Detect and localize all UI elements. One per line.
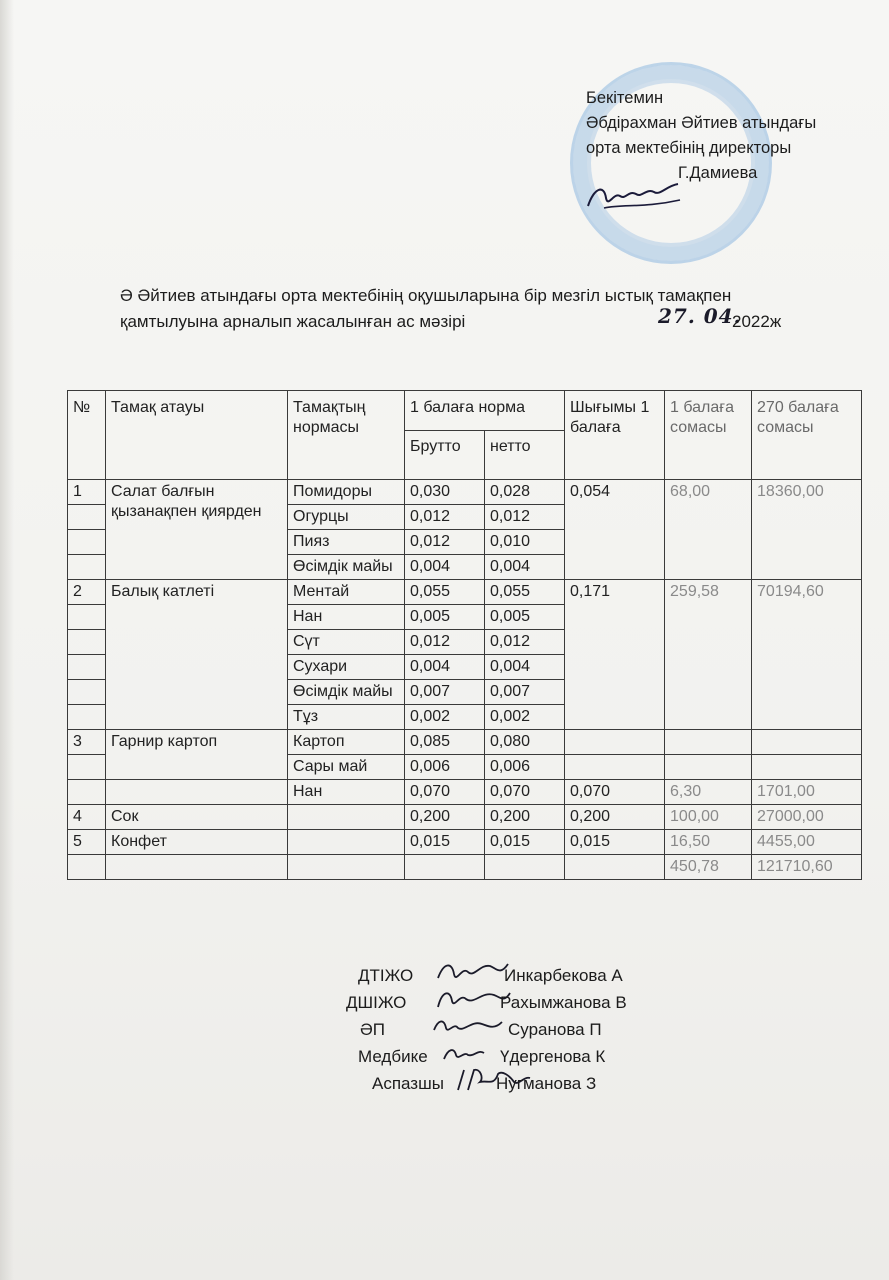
approval-position-line: орта мектебінің директоры	[586, 139, 792, 157]
cell-dish: Балық катлеті	[106, 580, 288, 730]
cell-netto: 0,015	[485, 830, 565, 855]
cell-ingredient: Сүт	[288, 630, 405, 655]
cell-netto	[485, 855, 565, 880]
cell-sum-one	[665, 755, 752, 780]
director-signature	[584, 178, 684, 218]
cell-number: 4	[68, 805, 106, 830]
cell-number	[68, 780, 106, 805]
cell-yield: 0,070	[565, 780, 665, 805]
menu-table	[67, 390, 862, 880]
cell-sum-270: 70194,60	[752, 580, 862, 730]
cell-sum-270: 4455,00	[752, 830, 862, 855]
table-row	[68, 805, 862, 830]
cell-sum-one: 68,00	[665, 480, 752, 580]
handwritten-date: 27. 04.	[658, 304, 742, 328]
header-netto: нетто	[485, 431, 565, 480]
cell-ingredient: Нан	[288, 605, 405, 630]
cell-number	[68, 855, 106, 880]
header-yield: Шығымы 1 балаға	[565, 391, 665, 480]
cell-number	[68, 555, 106, 580]
cell-dish: Салат балғын қызанақпен қиярден	[106, 480, 288, 580]
cell-yield	[565, 855, 665, 880]
cell-number	[68, 630, 106, 655]
menu-year: 2022ж	[732, 312, 782, 331]
cell-ingredient: Нан	[288, 780, 405, 805]
cell-brutto: 0,200	[405, 805, 485, 830]
cell-ingredient: Тұз	[288, 705, 405, 730]
signature-block	[300, 962, 720, 1097]
cell-yield: 0,015	[565, 830, 665, 855]
cell-number	[68, 530, 106, 555]
cell-ingredient: Сары май	[288, 755, 405, 780]
approval-school-line: Әбдірахман Әйтиев атындағы	[586, 114, 817, 132]
header-brutto: Брутто	[405, 431, 485, 480]
cell-ingredient	[288, 855, 405, 880]
cell-brutto: 0,012	[405, 505, 485, 530]
cell-netto: 0,080	[485, 730, 565, 755]
signature-name: Рахымжанова В	[500, 993, 627, 1012]
cell-sum-one: 6,30	[665, 780, 752, 805]
cell-sum-270	[752, 730, 862, 755]
cell-netto: 0,002	[485, 705, 565, 730]
cell-netto: 0,004	[485, 555, 565, 580]
approval-heading: Бекітемин	[586, 89, 664, 107]
cell-brutto: 0,055	[405, 580, 485, 605]
table-row	[68, 730, 862, 755]
cell-netto: 0,070	[485, 780, 565, 805]
cell-number: 3	[68, 730, 106, 755]
cell-sum-270: 121710,60	[752, 855, 862, 880]
cell-ingredient	[288, 805, 405, 830]
cell-brutto: 0,004	[405, 555, 485, 580]
cell-number	[68, 755, 106, 780]
cell-sum-270: 18360,00	[752, 480, 862, 580]
cell-sum-one: 100,00	[665, 805, 752, 830]
cell-ingredient: Пияз	[288, 530, 405, 555]
signature-line	[300, 1070, 720, 1097]
table-row	[68, 855, 862, 880]
table-header-row	[68, 391, 862, 431]
cell-netto: 0,010	[485, 530, 565, 555]
cell-brutto: 0,012	[405, 630, 485, 655]
header-per-child: 1 балаға норма	[405, 391, 565, 431]
cell-number: 5	[68, 830, 106, 855]
cell-netto: 0,005	[485, 605, 565, 630]
cell-yield: 0,054	[565, 480, 665, 580]
table-body	[68, 480, 862, 880]
header-dish: Тамақ атауы	[106, 391, 288, 480]
table-row	[68, 480, 862, 505]
signature-line	[300, 989, 720, 1016]
cell-sum-one: 259,58	[665, 580, 752, 730]
cell-netto: 0,004	[485, 655, 565, 680]
header-sum-270: 270 балаға сомасы	[752, 391, 862, 480]
cell-sum-270: 27000,00	[752, 805, 862, 830]
cell-brutto: 0,015	[405, 830, 485, 855]
header-norm: Тамақтың нормасы	[288, 391, 405, 480]
menu-title	[120, 283, 860, 335]
handwritten-signature	[430, 1012, 510, 1040]
cell-number	[68, 705, 106, 730]
table-row	[68, 780, 862, 805]
cell-ingredient	[288, 830, 405, 855]
director-name: Г.Дамиева	[678, 164, 758, 182]
cell-brutto: 0,007	[405, 680, 485, 705]
signature-name: Үдергенова К	[500, 1047, 606, 1066]
cell-brutto: 0,085	[405, 730, 485, 755]
cell-number	[68, 505, 106, 530]
cell-netto: 0,012	[485, 630, 565, 655]
cell-ingredient: Ментай	[288, 580, 405, 605]
cell-yield	[565, 730, 665, 755]
cell-ingredient: Картоп	[288, 730, 405, 755]
menu-title-line1: Ә Әйтиев атындағы орта мектебінің оқушыларына бір мезгіл ыстық тамақпен	[120, 286, 732, 305]
cell-dish: Гарнир картоп	[106, 730, 288, 780]
approval-block	[586, 86, 876, 186]
cell-brutto	[405, 855, 485, 880]
cell-netto: 0,012	[485, 505, 565, 530]
cell-netto: 0,028	[485, 480, 565, 505]
cell-number: 2	[68, 580, 106, 605]
signature-name: Нугманова З	[496, 1074, 597, 1093]
cell-ingredient: Помидоры	[288, 480, 405, 505]
cell-sum-one	[665, 730, 752, 755]
page-edge-shadow	[0, 0, 14, 1280]
cell-ingredient: Огурцы	[288, 505, 405, 530]
cell-number: 1	[68, 480, 106, 505]
cell-brutto: 0,030	[405, 480, 485, 505]
cell-netto: 0,007	[485, 680, 565, 705]
cell-sum-270	[752, 755, 862, 780]
signature-role: ӘП	[360, 1020, 386, 1039]
cell-brutto: 0,004	[405, 655, 485, 680]
cell-brutto: 0,005	[405, 605, 485, 630]
cell-brutto: 0,070	[405, 780, 485, 805]
signature-role: Аспазшы	[372, 1074, 444, 1093]
cell-netto: 0,055	[485, 580, 565, 605]
menu-title-line2-wrap	[120, 304, 860, 335]
signature-name: Инкарбекова А	[504, 966, 623, 985]
cell-ingredient: Сухари	[288, 655, 405, 680]
signature-role: ДШІЖО	[346, 993, 407, 1012]
cell-number	[68, 605, 106, 630]
cell-brutto: 0,012	[405, 530, 485, 555]
cell-dish: Конфет	[106, 830, 288, 855]
header-sum-one: 1 балаға сомасы	[665, 391, 752, 480]
cell-sum-270: 1701,00	[752, 780, 862, 805]
header-number: №	[68, 391, 106, 480]
signature-role: ДТІЖО	[358, 966, 414, 985]
cell-brutto: 0,002	[405, 705, 485, 730]
cell-brutto: 0,006	[405, 755, 485, 780]
cell-dish	[106, 780, 288, 805]
menu-title-line2: қамтылуына арналып жасалынған ас мәзірі	[120, 312, 466, 331]
cell-sum-one: 16,50	[665, 830, 752, 855]
cell-netto: 0,200	[485, 805, 565, 830]
cell-number	[68, 680, 106, 705]
cell-yield: 0,171	[565, 580, 665, 730]
cell-netto: 0,006	[485, 755, 565, 780]
cell-dish: Сок	[106, 805, 288, 830]
cell-yield: 0,200	[565, 805, 665, 830]
cell-sum-one: 450,78	[665, 855, 752, 880]
cell-yield	[565, 755, 665, 780]
cell-number	[68, 655, 106, 680]
cell-ingredient: Өсімдік майы	[288, 555, 405, 580]
handwritten-signature	[434, 958, 514, 986]
cell-ingredient: Өсімдік майы	[288, 680, 405, 705]
table-row	[68, 580, 862, 605]
cell-dish	[106, 855, 288, 880]
table-row	[68, 830, 862, 855]
signature-name: Суранова П	[508, 1020, 602, 1039]
signature-role: Медбике	[358, 1047, 428, 1066]
